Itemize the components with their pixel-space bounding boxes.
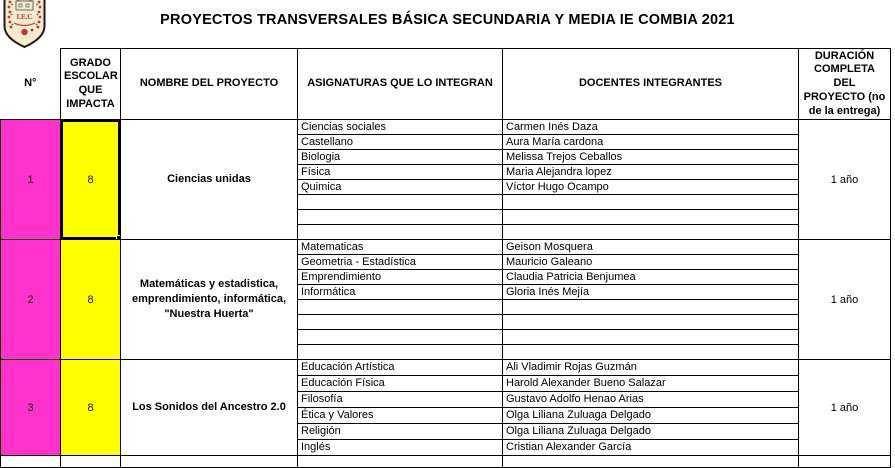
duration-cell[interactable]: 1 año <box>799 240 891 360</box>
subject-cell[interactable]: Geometria - Estadística <box>298 255 503 270</box>
teacher-cell[interactable] <box>503 315 799 330</box>
subject-cell[interactable]: Ética y Valores <box>298 408 503 424</box>
duration-cell[interactable]: 1 año <box>799 360 891 456</box>
subject-cell[interactable]: Quimica <box>298 180 503 195</box>
row-number-cell[interactable]: 2 <box>1 240 61 360</box>
teacher-cell[interactable]: Aura María cardona <box>503 135 799 150</box>
subject-cell[interactable]: Informática <box>298 285 503 300</box>
project-name-cell[interactable]: Ciencias unidas <box>121 120 298 240</box>
empty-cell[interactable] <box>61 456 121 468</box>
subject-cell[interactable]: Educación Física <box>298 376 503 392</box>
page-title: PROYECTOS TRANSVERSALES BÁSICA SECUNDARIA Y MEDIA IE COMBIA 2021 <box>160 12 735 28</box>
projects-table <box>0 48 891 468</box>
teacher-cell[interactable]: Cristian Alexander García <box>503 440 799 456</box>
subject-cell[interactable] <box>298 225 503 240</box>
subject-cell[interactable]: Castellano <box>298 135 503 150</box>
empty-cell[interactable] <box>121 456 298 468</box>
subject-cell[interactable]: Religión <box>298 424 503 440</box>
row-number-cell[interactable]: 3 <box>1 360 61 456</box>
header-num[interactable]: N° <box>1 49 61 120</box>
subject-cell[interactable]: Filosofía <box>298 392 503 408</box>
header-nombre[interactable]: NOMBRE DEL PROYECTO <box>121 49 298 120</box>
table-row <box>1 360 891 376</box>
empty-cell[interactable] <box>298 456 503 468</box>
teacher-cell[interactable] <box>503 345 799 360</box>
teacher-cell[interactable] <box>503 225 799 240</box>
subject-cell[interactable] <box>298 315 503 330</box>
teacher-cell[interactable]: Harold Alexander Bueno Salazar <box>503 376 799 392</box>
selection-fill-handle[interactable] <box>116 235 121 240</box>
grade-cell[interactable]: 8 <box>61 120 121 240</box>
teacher-cell[interactable] <box>503 195 799 210</box>
table-header-row <box>1 49 891 120</box>
duration-cell[interactable]: 1 año <box>799 120 891 240</box>
teacher-cell[interactable]: Olga Liliana Zuluaga Delgado <box>503 408 799 424</box>
empty-cell[interactable] <box>799 456 891 468</box>
subject-cell[interactable]: Física <box>298 165 503 180</box>
subject-cell[interactable]: Educación Artística <box>298 360 503 376</box>
teacher-cell[interactable]: Claudia Patricia Benjumea <box>503 270 799 285</box>
teacher-cell[interactable] <box>503 330 799 345</box>
teacher-cell[interactable]: Víctor Hugo Ocampo <box>503 180 799 195</box>
header-grado[interactable]: GRADO ESCOLAR QUE IMPACTA <box>61 49 121 120</box>
header-duracion[interactable]: DURACIÓN COMPLETA DEL PROYECTO (no de la entrega) <box>799 49 891 120</box>
teacher-cell[interactable] <box>503 300 799 315</box>
projects-tbody <box>1 120 891 468</box>
subject-cell[interactable]: Biologia <box>298 150 503 165</box>
subject-cell[interactable]: Emprendimiento <box>298 270 503 285</box>
subject-cell[interactable] <box>298 345 503 360</box>
table-row <box>1 120 891 135</box>
subject-cell[interactable]: Ciencias sociales <box>298 120 503 135</box>
grade-cell[interactable]: 8 <box>61 240 121 360</box>
teacher-cell[interactable]: Maria Alejandra lopez <box>503 165 799 180</box>
teacher-cell[interactable]: Geison Mosquera <box>503 240 799 255</box>
crest-monogram: I.E.C <box>16 13 33 21</box>
teacher-cell[interactable]: Ali Vladimir Rojas Guzmán <box>503 360 799 376</box>
header-docentes[interactable]: DOCENTES INTEGRANTES <box>503 49 799 120</box>
grade-cell[interactable]: 8 <box>61 360 121 456</box>
teacher-cell[interactable]: Gloria Inés Mejía <box>503 285 799 300</box>
subject-cell[interactable] <box>298 330 503 345</box>
teacher-cell[interactable]: Melissa Trejos Ceballos <box>503 150 799 165</box>
teacher-cell[interactable]: Mauricio Galeano <box>503 255 799 270</box>
table-row <box>1 240 891 255</box>
subject-cell[interactable] <box>298 300 503 315</box>
subject-cell[interactable]: Matematicas <box>298 240 503 255</box>
teacher-cell[interactable]: Carmen Inés Daza <box>503 120 799 135</box>
header-asignaturas[interactable]: ASIGNATURAS QUE LO INTEGRAN <box>298 49 503 120</box>
row-number-cell[interactable]: 1 <box>1 120 61 240</box>
teacher-cell[interactable]: Olga Liliana Zuluaga Delgado <box>503 424 799 440</box>
project-name-cell[interactable]: Los Sonidos del Ancestro 2.0 <box>121 360 298 456</box>
project-name-cell[interactable]: Matemáticas y estadistica, emprendimiento, informática, "Nuestra Huerta" <box>121 240 298 360</box>
table-row-partial <box>1 456 891 468</box>
subject-cell[interactable]: Inglés <box>298 440 503 456</box>
subject-cell[interactable] <box>298 195 503 210</box>
empty-cell[interactable] <box>503 456 799 468</box>
teacher-cell[interactable]: Gustavo Adolfo Henao Arias <box>503 392 799 408</box>
empty-cell[interactable] <box>1 456 61 468</box>
teacher-cell[interactable] <box>503 210 799 225</box>
subject-cell[interactable] <box>298 210 503 225</box>
